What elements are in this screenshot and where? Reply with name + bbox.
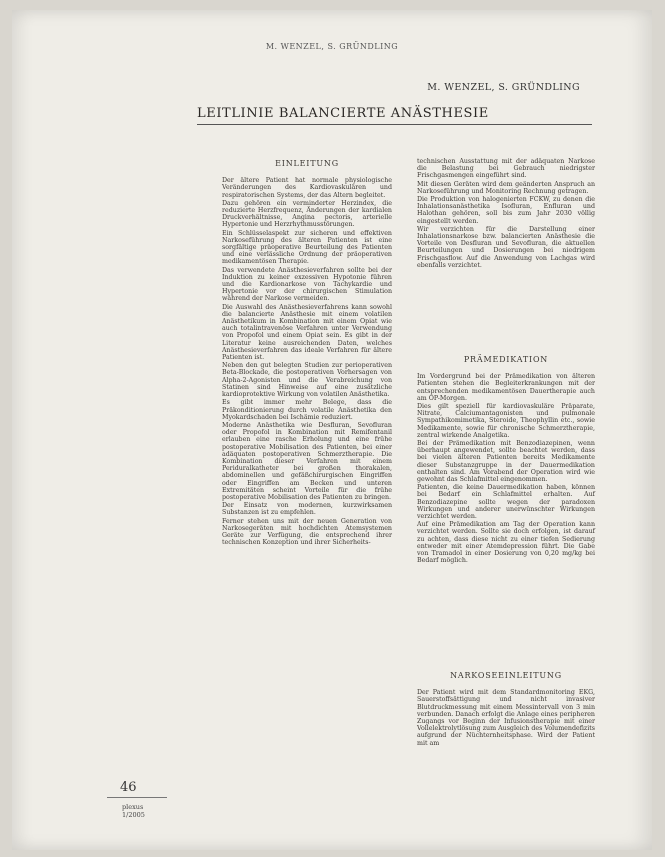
left-column	[222, 158, 392, 547]
document-page	[12, 10, 652, 850]
paragraph: Das verwendete Anästhesieverfahren sollte bei der Induktion zu keiner exzessiven Hypotonie führen und die Kardionarkose von Tachykardie und Hypertonie vor der chirurgischen Stimulation während der Narkose vermeiden.	[222, 266, 392, 303]
right-column-bottom	[417, 670, 595, 748]
paragraph: Im Vordergrund bei der Prämedikation von älteren Patienten stehen die Begleiterkrankungen mit der entsprechenden medikamentösen Dauertherapie auch am OP-Morgen.	[417, 373, 595, 402]
journal-name: plexus	[122, 803, 144, 811]
right-column-middle	[417, 354, 595, 565]
paragraph: Die Auswahl des Anästhesieverfahrens kann sowohl die balancierte Anästhesie mit einem volatilen Anästhetikum in Kombination mit einem Opiat wie auch totalintravenöse Verfahren unter Verwendung von Propofol und einem Opiat sein. Es gibt in der Literatur keine ausreichenden Daten, welches Anästhesieverfahren das ideale Verfahren für ältere Patienten ist.	[222, 303, 392, 362]
paragraph: Wir verzichten für die Darstellung einer Inhalationsnarkose bzw. balancierten Anästhesie die Vorteile von Desfluran und Sevofluran, die aktuellen Beurteilungen und Dosierungen bei niedrigem Frischgasflow. Auf die Anwendung von Lachgas wird ebenfalls verzichtet.	[417, 225, 595, 269]
paragraph: Mit diesen Geräten wird dem geänderten Anspruch an Narkoseführung und Monitoring Rechnung getragen.	[417, 180, 595, 195]
journal-info	[122, 803, 145, 819]
author-line: M. WENZEL, S. GRÜNDLING	[427, 82, 580, 93]
paragraph: Bei der Prämedikation mit Benzodiazepinen, wenn überhaupt angewendet, sollte beachtet werden, dass bei vielen älteren Patienten bereits Medikamente dieser Substanzgruppe in der Dauermedikation enthalten sind. Am Vorabend der Operation wird wie gewohnt das Schlafmittel eingenommen.	[417, 440, 595, 484]
journal-issue: 1/2005	[122, 811, 145, 819]
paragraph: Auf eine Prämedikation am Tag der Operation kann verzichtet werden. Sollte sie doch erfolgen, ist darauf zu achten, dass diese nicht zu einer tiefen Sedierung entweder mit einer Atemdepression führt. Die Gabe von Tramadol in einer Dosierung von 0,20 mg/kg bei Bedarf möglich.	[417, 521, 595, 565]
section-heading-praemedikation: PRÄMEDIKATION	[463, 355, 549, 364]
paragraph: Moderne Anästhetika wie Desfluran, Sevofluran oder Propofol in Kombination mit Remifentanil erlauben eine rasche Erholung und eine frühe postoperative Mobilisation des Patienten, bei einer adäquaten postoperativen Schmerztherapie. Die Kombination dieser Verfahren mit einem Periduralkatheter bei großen thorakalen, abdominellen und gefäßchirurgischen Eingriffen oder Eingriffen am Becken und unteren Extremitäten scheint Vorteile für die frühe postoperative Mobilisation des Patienten zu bringen.	[222, 421, 392, 501]
paragraph: Der Patient wird mit dem Standardmonitoring EKG, Sauerstoffsättigung und nicht invasiver Blutdruckmessung mit einem Messintervall von 3 min verbunden. Danach erfolgt die Anlage eines peripheren Zugangs vor Beginn der Infusionstherapie mit einer Vollelektrolytlösung zum Ausgleich des Volumendefizits aufgrund der Nüchternheitsphase. Wird der Patient mit am	[417, 689, 595, 747]
paragraph: Ein Schlüsselaspekt zur sicheren und effektiven Narkoseführung des älteren Patienten ist eine sorgfältige präoperative Beurteilung des Patienten und eine verlässliche Ordnung der präoperativen medikamentösen Therapie.	[222, 229, 392, 266]
paragraph: Die Produktion von halogenierten FCKW, zu denen die Inhalationsanästhetika Isofluran, Enfluran und Halothan gehören, soll bis zum Jahr 2030 völlig eingestellt werden.	[417, 196, 595, 225]
paragraph: technischen Ausstattung mit der adäquaten Narkose die Belastung bei Gebrauch niedrigster Frischgasmengen eingeführt sind.	[417, 158, 595, 180]
paragraph: Dies gilt speziell für kardiovaskuläre Präparate, Nitrate, Calciumantagonisten und pulmonale Sympathikomimetika, Steroide, Theophyllin etc., sowie Medikamente, sowie für chronische Schmerztherapie, zentral wirkende Analgetika.	[417, 403, 595, 439]
article-title: LEITLINIE BALANCIERTE ANÄSTHESIE	[197, 106, 489, 121]
page-number: 46	[120, 780, 137, 795]
paragraph: Es gibt immer mehr Belege, dass die Präkonditionierung durch volatile Anästhetika den Myokardschaden bei Ischämie reduziert.	[222, 399, 392, 421]
footer-rule	[107, 797, 167, 798]
paragraph: Ferner stehen uns mit der neuen Generation von Narkosegeräten mit hochdichten Atemsystemen Geräte zur Verfügung, die entsprechend ihrer technischen Konzeption und ihrer Sicherheits-	[222, 517, 392, 547]
paragraph: Patienten, die keine Dauermedikation haben, können bei Bedarf ein Schlafmittel erhalten. Auf Benzodiazepine sollte wegen der paradoxen Wirkungen und anderer unerwünschter Wirkungen verzichtet werden.	[417, 484, 595, 521]
section-heading-einleitung: EINLEITUNG	[275, 159, 339, 168]
paragraph: Der ältere Patient hat normale physiologische Veränderungen des Kardiovaskulären und respiratorischen Systems, der das Altern begleitet.	[222, 177, 392, 199]
paragraph: Der Einsatz von modernen, kurzwirksamen Substanzen ist zu empfehlen.	[222, 502, 392, 517]
running-head: M. WENZEL, S. GRÜNDLING	[265, 42, 399, 51]
title-rule	[197, 124, 592, 125]
paragraph: Dazu gehören ein verminderter Herzindex, die reduzierte Herzfrequenz, Änderungen der kardialen Druckverhältnisse, Angina pectoris, arterielle Hypertonie und Herzrhythmusstörungen.	[222, 199, 392, 229]
section-heading-narkoseeinleitung: NARKOSEEINLEITUNG	[450, 671, 562, 680]
paragraph: Neben den gut belegten Studien zur perioperativen Beta-Blockade, die postoperativen Vorhersagen von Alpha-2-Agonisten und die Verabreichung von Statinen sind Hinweise auf eine zusätzliche kardioprotektive Wirkung von volatilen Anästhetika.	[222, 362, 392, 399]
right-column-top	[417, 158, 595, 270]
